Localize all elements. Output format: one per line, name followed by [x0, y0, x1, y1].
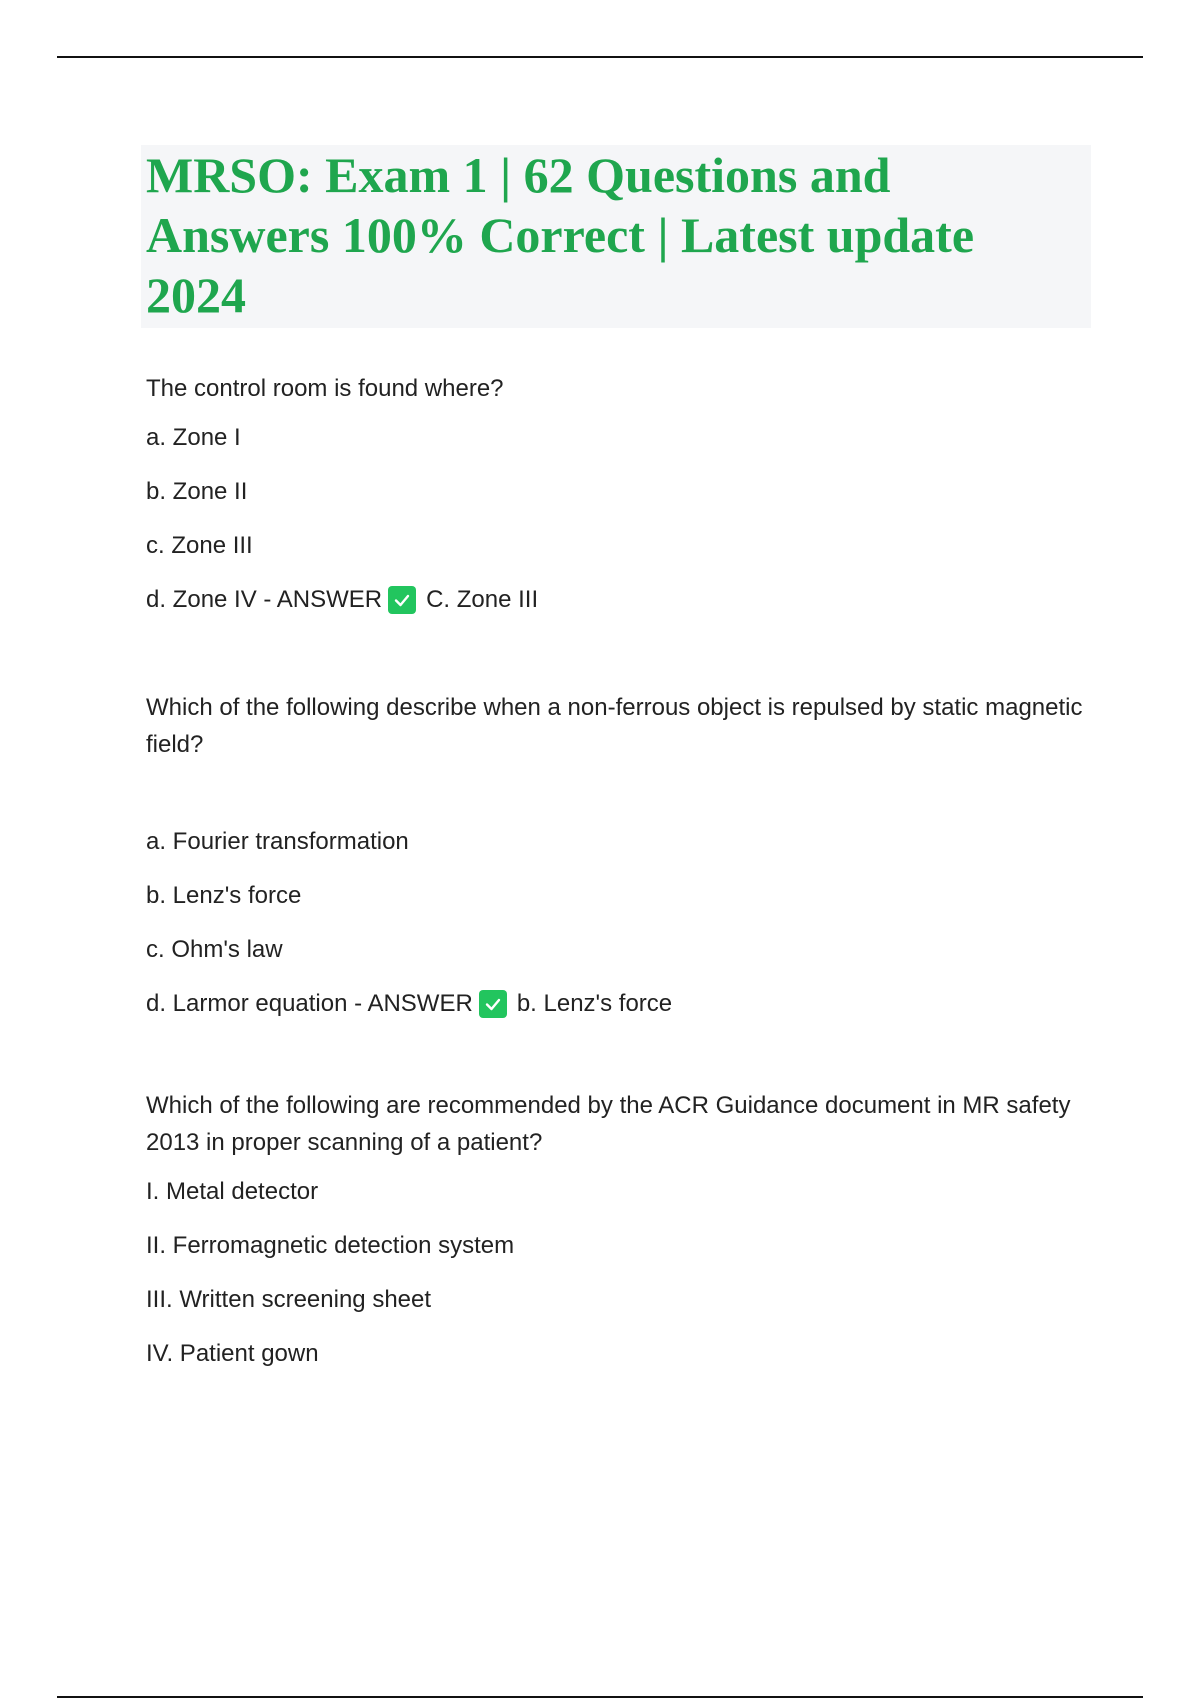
option: IV. Patient gown: [146, 1340, 319, 1367]
option: d. Zone IV - ANSWER: [146, 586, 383, 613]
option: d. Larmor equation - ANSWER: [146, 990, 473, 1017]
document-body: [146, 370, 1096, 1393]
option: a. Fourier transformation: [146, 828, 409, 855]
footer-rule: [57, 1696, 1143, 1698]
answer-line: [146, 989, 1096, 1019]
question-text: Which of the following describe when a non-ferrous object is repulsed by static magnetic field?: [146, 694, 1083, 758]
answer-text: b. Lenz's force: [516, 990, 673, 1017]
question-text: Which of the following are recommended by the ACR Guidance document in MR safety 2013 in proper scanning of a patient?: [146, 1092, 1071, 1156]
question-text: The control room is found where?: [146, 375, 504, 402]
question-block-1: [146, 370, 1096, 615]
document-title: MRSO: Exam 1 | 62 Questions and Answers 100% Correct | Latest update 2024: [146, 147, 975, 323]
option: c. Zone III: [146, 532, 253, 559]
answer-line: [146, 585, 1096, 615]
option: c. Ohm's law: [146, 936, 283, 963]
option: b. Lenz's force: [146, 882, 302, 909]
header-rule: [57, 56, 1143, 58]
check-box-icon: [479, 990, 507, 1018]
option: b. Zone II: [146, 478, 248, 505]
option: a. Zone I: [146, 424, 241, 451]
question-block-2: [146, 689, 1096, 1019]
question-block-3: [146, 1087, 1096, 1369]
option: II. Ferromagnetic detection system: [146, 1232, 515, 1259]
answer-text: C. Zone III: [426, 586, 539, 613]
option: I. Metal detector: [146, 1178, 319, 1205]
option: III. Written screening sheet: [146, 1286, 432, 1313]
check-box-icon: [388, 586, 416, 614]
